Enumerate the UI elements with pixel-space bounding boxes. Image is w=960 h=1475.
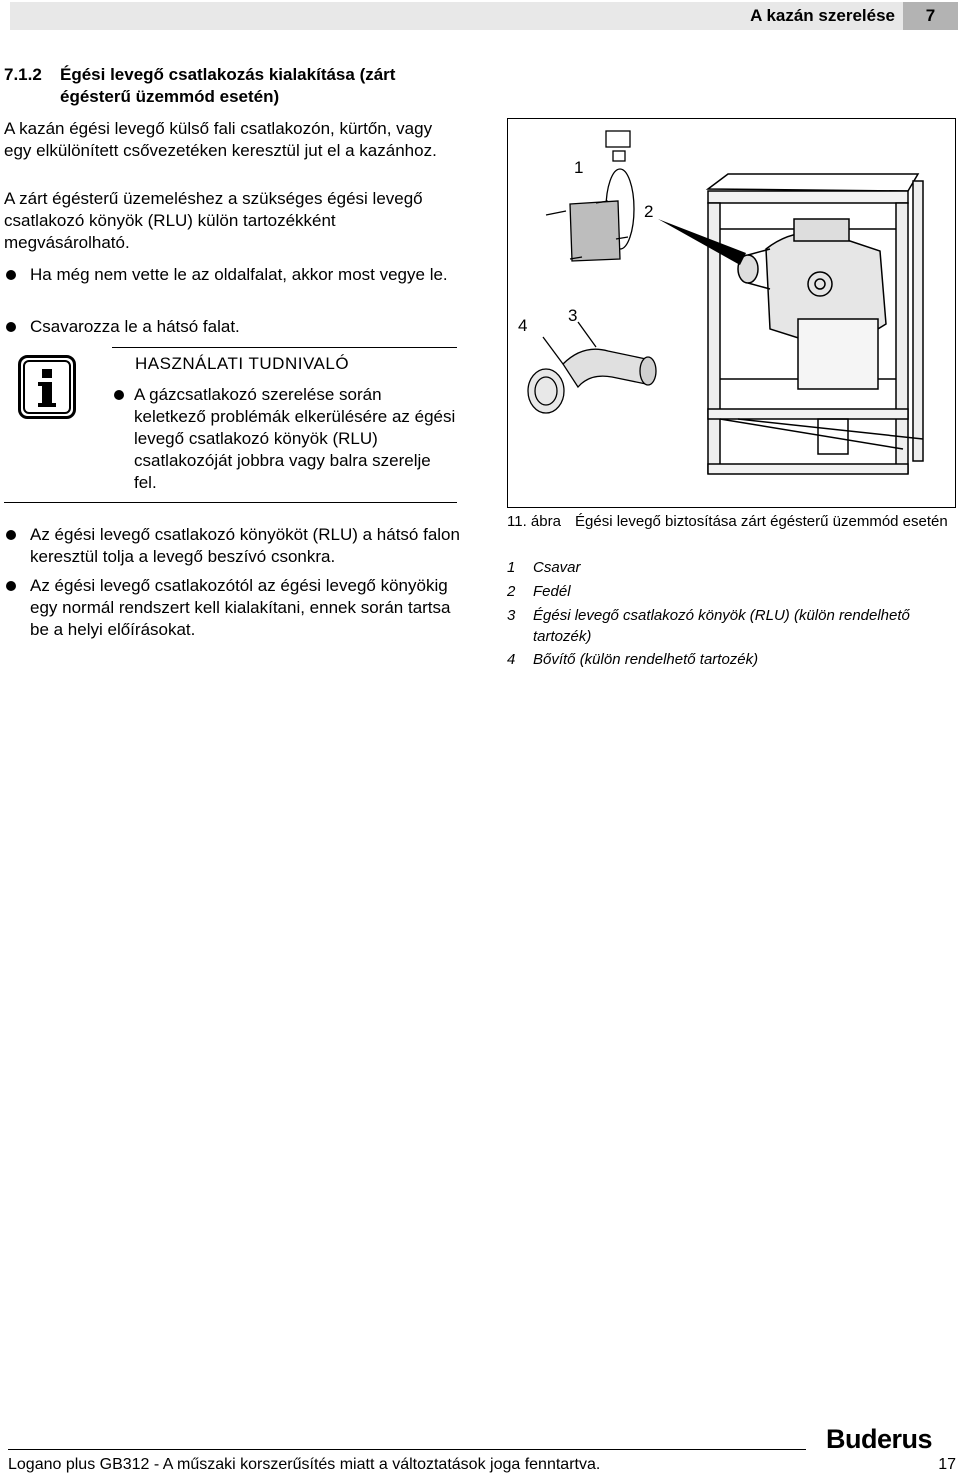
figure-label: 11. ábra — [507, 513, 561, 530]
bullet-dot — [6, 270, 16, 280]
list-item-text: Az égési levegő csatlakozótól az égési levegő könyökig egy normál rendszert kell kialakítani, ennek során tartsa be a helyi előírásokat. — [30, 576, 451, 639]
cover-plate — [570, 201, 620, 261]
frame-lower-rail — [708, 409, 908, 419]
list-item — [4, 524, 464, 568]
note-heading: HASZNÁLATI TUDNIVALÓ — [135, 354, 350, 373]
frame-top-rail — [708, 191, 908, 203]
legend-number: 4 — [507, 651, 516, 668]
callout-leader-4 — [543, 337, 563, 364]
note-top-rule — [112, 347, 457, 348]
control-unit — [794, 219, 849, 241]
bullet-dot — [6, 530, 16, 540]
legend-text: Fedél — [533, 583, 571, 600]
paragraph: A kazán égési levegő külső fali csatlakozón, kürtőn, vagy egy elkülönített csővezetéken keresztül jut el a kazánhoz. — [4, 119, 437, 160]
detail-wedge — [658, 219, 746, 265]
section-title: Égési levegő csatlakozás kialakítása (zárt égésterű üzemmód esetén) — [60, 65, 396, 106]
frame-post-back — [913, 181, 923, 461]
callout-2: 2 — [644, 202, 654, 221]
buderus-logo: Buderus — [826, 1424, 933, 1454]
note-item-text: A gázcsatlakozó szerelése során keletkező problémák elkerülésére az égési levegő csatlakozó könyök (RLU) csatlakozóját jobbra vagy balra szerelje fel. — [134, 385, 456, 492]
list-item-text: Csavarozza le a hátsó falat. — [30, 317, 240, 336]
screw — [546, 211, 566, 215]
list-item-text: Az égési levegő csatlakozó könyököt (RLU) a hátsó falon keresztül tolja a levegő beszívó csonkra. — [30, 525, 460, 566]
legend-text: Égési levegő csatlakozó könyök (RLU) (külön rendelhető tartozék) — [533, 607, 910, 645]
bullet-dot — [114, 390, 124, 400]
boiler-illustration — [508, 119, 955, 507]
paragraph: A zárt égésterű üzemeléshez a szükséges égési levegő csatlakozó könyök (RLU) külön tartozékként megvásárolható. — [4, 189, 423, 252]
boiler-block — [798, 319, 878, 389]
note-item — [112, 384, 457, 494]
frame-post-right — [896, 203, 908, 473]
list-item — [4, 316, 464, 338]
list-item — [4, 575, 464, 641]
callout-1: 1 — [574, 158, 584, 177]
note-bottom-rule — [4, 502, 457, 503]
page-number: 17 — [938, 1456, 956, 1473]
footer-text: Logano plus GB312 - A műszaki korszerűsítés miatt a változtatások joga fenntartva. — [8, 1456, 601, 1473]
legend-text: Bővítő (külön rendelhető tartozék) — [533, 651, 759, 668]
figure-caption: Égési levegő biztosítása zárt égésterű üzemmód esetén — [575, 513, 948, 530]
legend-number: 1 — [507, 559, 516, 576]
rlu-elbow — [563, 349, 646, 387]
footer-rule — [8, 1449, 806, 1450]
frame-top — [708, 174, 918, 191]
chapter-number: 7 — [903, 2, 958, 30]
frame-base — [708, 464, 908, 474]
info-icon — [18, 355, 76, 419]
legend-number: 3 — [507, 607, 516, 624]
callout-3: 3 — [568, 306, 578, 325]
bullet-dot — [6, 322, 16, 332]
callout-leader-3 — [578, 322, 596, 347]
list-item — [4, 264, 464, 286]
chapter-title: A kazán szerelése — [750, 6, 895, 25]
legend-number: 2 — [507, 583, 516, 600]
list-item-text: Ha még nem vette le az oldalfalat, akkor most vegye le. — [30, 265, 448, 284]
bullet-dot — [6, 581, 16, 591]
legend-text: Csavar — [533, 559, 581, 576]
callout-4: 4 — [518, 316, 528, 335]
expander — [528, 369, 564, 413]
section-number: 7.1.2 — [4, 65, 42, 84]
